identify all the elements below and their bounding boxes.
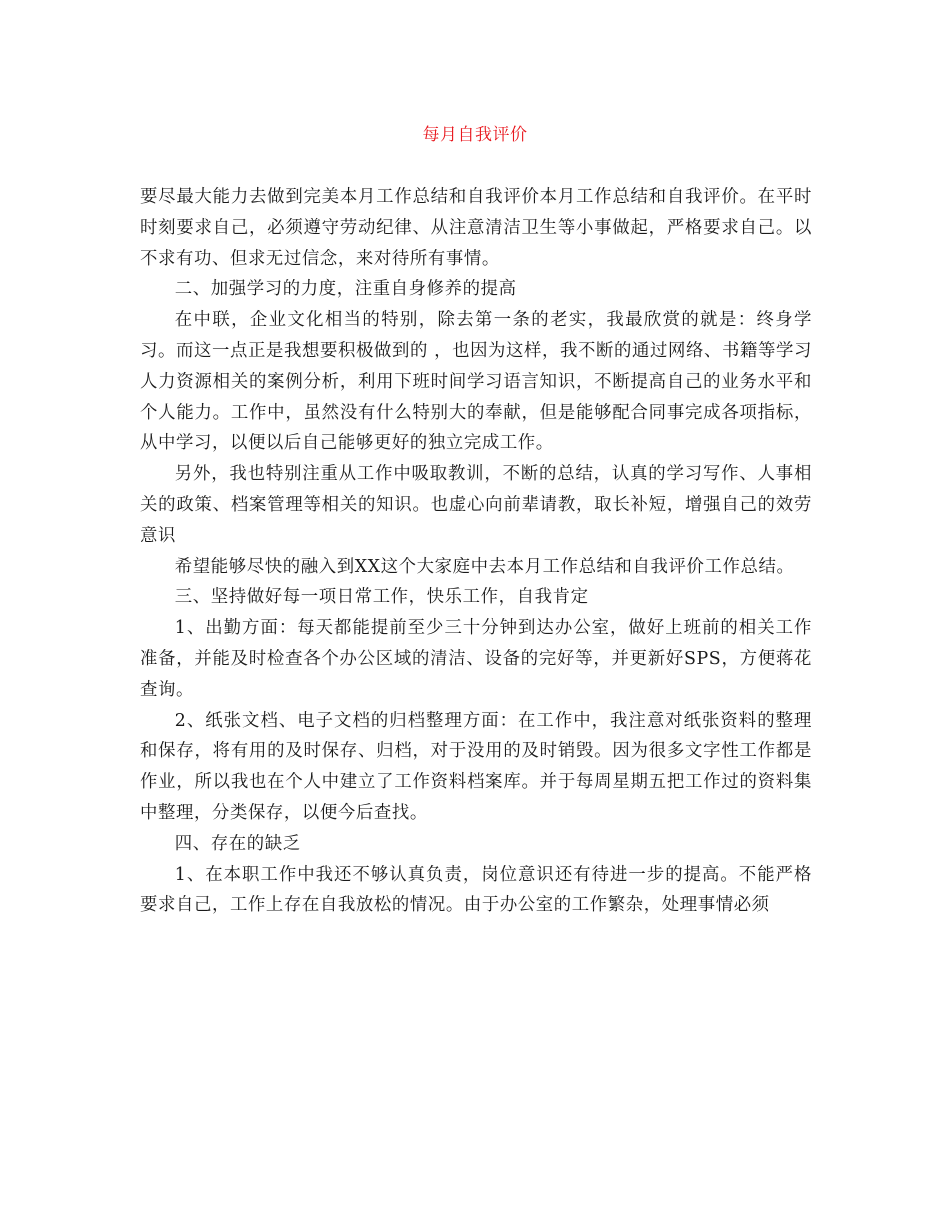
paragraph-lessons: 另外，我也特别注重从工作中吸取教训，不断的总结，认真的学习写作、人事相关的政策、档案管理等相关的知识。也虚心向前辈请教，取长补短，增强自己的效劳意识: [140, 464, 812, 546]
document-body: [140, 182, 812, 921]
paragraph-hope: 希望能够尽快的融入到XX这个大家庭中去本月工作总结和自我评价工作总结。: [174, 556, 795, 577]
paragraph-intro: 要尽最大能力去做到完美本月工作总结和自我评价本月工作总结和自我评价。在平时时刻要求自己，必须遵守劳动纪律、从注意清洁卫生等小事做起，严格要求自己。以不求有功、但求无过信念，来对待所有事情。: [140, 187, 812, 269]
paragraph-archiving: 2、纸张文档、电子文档的归档整理方面：在工作中，我注意对纸张资料的整理和保存，将有用的及时保存、归档，对于没用的及时销毁。因为很多文字性工作都是作业，所以我也在个人中建立了工作资料档案库。并于每周星期五把工作过的资料集中整理，分类保存，以便今后查找。: [140, 710, 812, 823]
paragraph-shortcomings: 1、在本职工作中我还不够认真负责，岗位意识还有待进一步的提高。不能严格要求自己，工作上存在自我放松的情况。由于办公室的工作繁杂，处理事情必须: [140, 864, 812, 916]
document-title: 每月自我评价: [422, 125, 528, 145]
section-heading-3: 三、坚持做好每一项日常工作，快乐工作，自我肯定: [174, 587, 589, 608]
section-heading-4: 四、存在的缺乏: [174, 833, 301, 854]
section-heading-2: 二、加强学习的力度，注重自身修养的提高: [174, 279, 517, 300]
paragraph-attendance: 1、出勤方面：每天都能提前至少三十分钟到达办公室，做好上班前的相关工作准备，并能及时检查各个办公区域的清洁、设备的完好等，并更新好SPS，方便蒋花查询。: [140, 618, 812, 700]
paragraph-learning: 在中联，企业文化相当的特别，除去第一条的老实，我最欣赏的就是：终身学习。而这一点正是我想要积极做到的 ，也因为这样，我不断的通过网络、书籍等学习人力资源相关的案例分析，利用下班时间学习语言知识，不断提高自己的业务水平和个人能力。工作中，虽然没有什么特别大的奉献，但是能够配合同事完成各项指标，从中学习，以便以后自己能够更好的独立完成工作。: [140, 310, 812, 454]
